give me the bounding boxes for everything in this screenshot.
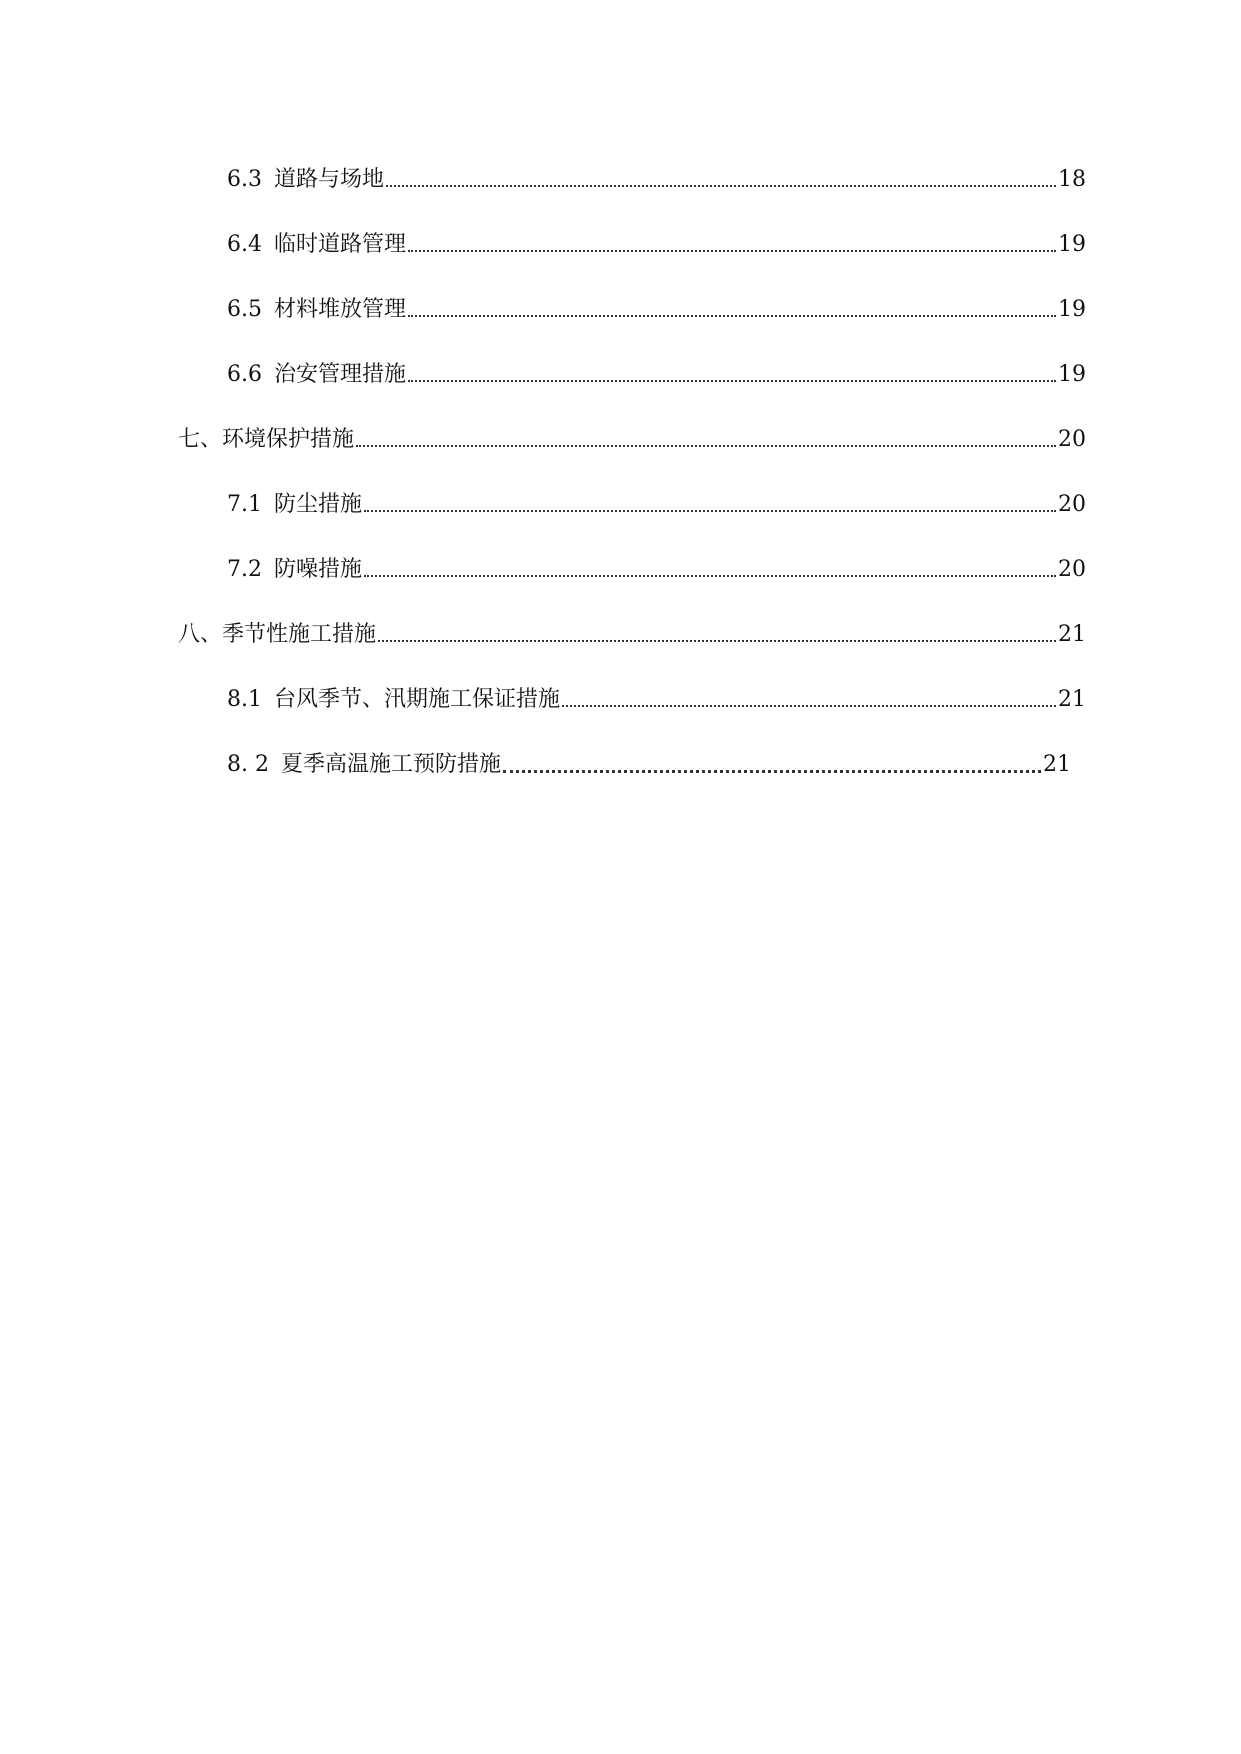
toc-entry[interactable] bbox=[227, 483, 1086, 519]
dot-leader bbox=[562, 705, 1056, 707]
toc-entry-number: 7.1 bbox=[227, 492, 262, 517]
toc-entry[interactable] bbox=[227, 743, 1071, 779]
toc-entry-title: 夏季高温施工预防措施 bbox=[280, 752, 501, 777]
toc-entry-number: 八、 bbox=[178, 622, 223, 647]
toc-entry-page: 19 bbox=[1058, 232, 1086, 257]
dot-leader bbox=[408, 250, 1056, 252]
dot-leader bbox=[364, 575, 1056, 577]
dot-leader bbox=[503, 770, 1041, 773]
toc-entry[interactable] bbox=[227, 158, 1086, 194]
toc-entry-title: 台风季节、汛期施工保证措施 bbox=[274, 687, 561, 712]
dot-leader bbox=[378, 640, 1056, 642]
dot-leader bbox=[408, 315, 1056, 317]
dot-leader bbox=[364, 510, 1056, 512]
toc-entry-page: 20 bbox=[1058, 492, 1086, 517]
toc-entry-title: 季节性施工措施 bbox=[222, 622, 377, 647]
toc-entry-page: 19 bbox=[1058, 297, 1086, 322]
toc-entry-page: 18 bbox=[1058, 167, 1086, 192]
toc-entry[interactable] bbox=[178, 613, 1086, 649]
toc-entry-number: 8.1 bbox=[227, 687, 262, 712]
dot-leader bbox=[408, 380, 1056, 382]
toc-entry-number: 6.4 bbox=[227, 232, 262, 257]
toc-entry-page: 20 bbox=[1058, 427, 1086, 452]
toc-entry-page: 19 bbox=[1058, 362, 1086, 387]
toc-entry-number: 8. 2 bbox=[227, 752, 269, 777]
dot-leader bbox=[386, 185, 1056, 187]
toc-entry-title: 防噪措施 bbox=[274, 557, 363, 582]
toc-entry-title: 环境保护措施 bbox=[222, 427, 355, 452]
toc-entry-number: 七、 bbox=[178, 427, 223, 452]
toc-entry-number: 6.6 bbox=[227, 362, 262, 387]
toc-entry-page: 21 bbox=[1058, 622, 1086, 647]
toc-entry-title: 材料堆放管理 bbox=[274, 297, 407, 322]
toc-entry[interactable] bbox=[178, 418, 1086, 454]
toc-entry[interactable] bbox=[227, 288, 1086, 324]
toc-entry[interactable] bbox=[227, 548, 1086, 584]
toc-entry-number: 6.3 bbox=[227, 167, 262, 192]
toc-entry-number: 7.2 bbox=[227, 557, 262, 582]
toc-entry-title: 治安管理措施 bbox=[274, 362, 407, 387]
toc-entry-page: 21 bbox=[1058, 687, 1086, 712]
toc-entry-title: 临时道路管理 bbox=[274, 232, 407, 257]
toc-entry-page: 20 bbox=[1058, 557, 1086, 582]
toc-entry[interactable] bbox=[227, 353, 1086, 389]
toc-entry[interactable] bbox=[227, 678, 1086, 714]
dot-leader bbox=[356, 445, 1056, 447]
toc-entry-page: 21 bbox=[1043, 752, 1071, 777]
toc-entry-title: 道路与场地 bbox=[274, 167, 385, 192]
toc-entry-title: 防尘措施 bbox=[274, 492, 363, 517]
toc-entry-number: 6.5 bbox=[227, 297, 262, 322]
toc-entry[interactable] bbox=[227, 223, 1086, 259]
